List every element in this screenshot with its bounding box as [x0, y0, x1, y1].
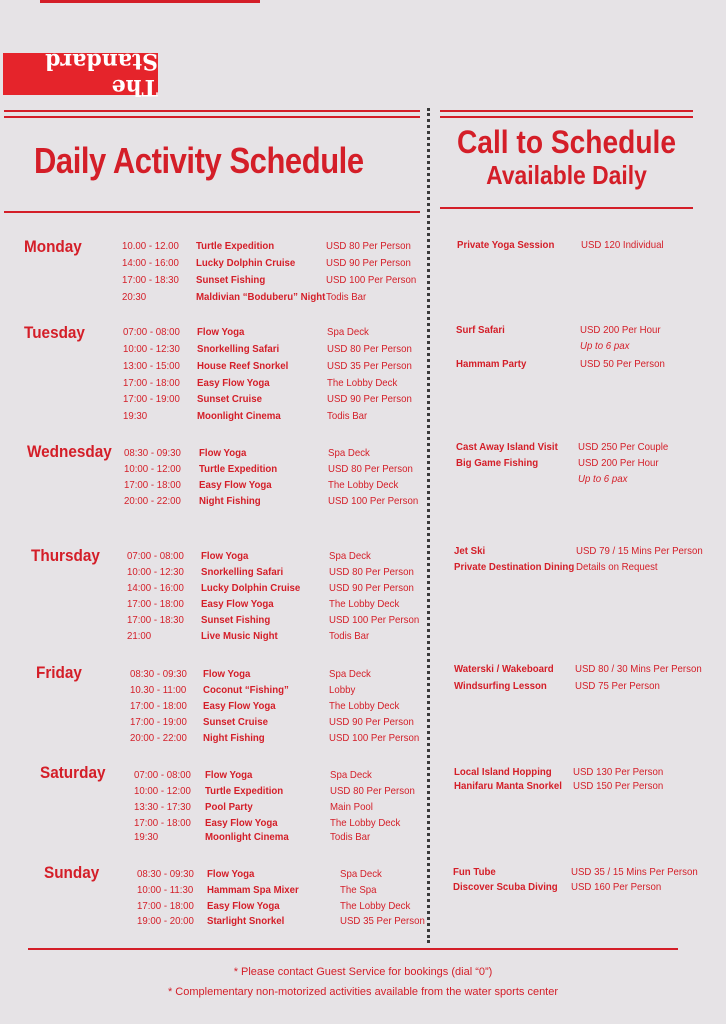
activity-name: Flow Yoga: [201, 550, 249, 562]
activity-info: Todis Bar: [330, 831, 371, 843]
activity-name: Moonlight Cinema: [205, 831, 289, 843]
activity-time: 10.00 - 12.00: [122, 240, 179, 252]
column-divider: [427, 108, 430, 943]
activity-name: Flow Yoga: [197, 326, 245, 338]
on-call-activity-note: Up to 6 pax: [580, 340, 630, 352]
on-call-activity-name: Hanifaru Manta Snorkel: [454, 780, 562, 792]
activity-time: 10.30 - 11:00: [130, 684, 187, 696]
on-call-activity-price: USD 79 / 15 Mins Per Person: [576, 545, 703, 557]
rule-header-right: [440, 207, 693, 209]
on-call-activity-name: Local Island Hopping: [454, 766, 552, 778]
activity-time: 17:00 - 19:00: [130, 716, 187, 728]
activity-name: Easy Flow Yoga: [199, 479, 272, 491]
activity-name: Easy Flow Yoga: [207, 900, 280, 912]
activity-name: Snorkelling Safari: [201, 566, 284, 578]
activity-info: USD 90 Per Person: [329, 716, 414, 728]
on-call-activity-name: Jet Ski: [454, 545, 486, 557]
on-call-activity-name: Waterski / Wakeboard: [454, 663, 554, 675]
day-heading: Tuesday: [24, 323, 85, 342]
on-call-activity-name: Hammam Party: [456, 358, 527, 370]
on-call-activity-price: USD 120 Individual: [581, 239, 664, 251]
on-call-activity-name: Surf Safari: [456, 324, 505, 336]
activity-name: Coconut “Fishing”: [203, 684, 289, 696]
on-call-activity-price: Details on Request: [576, 561, 658, 573]
rule-bottom: [28, 948, 678, 950]
activity-time: 21:00: [127, 630, 152, 642]
activity-info: USD 80 Per Person: [329, 566, 414, 578]
footer-complimentary-note: * Complementary non-motorized activities available from the water sports center: [167, 986, 559, 998]
activity-info: The Lobby Deck: [327, 377, 398, 389]
day-heading: Thursday: [31, 546, 100, 565]
activity-time: 10:00 - 12:30: [123, 343, 180, 355]
on-call-activity-name: Cast Away Island Visit: [456, 441, 558, 453]
activity-name: Turtle Expedition: [196, 240, 275, 252]
on-call-activity-price: USD 250 Per Couple: [578, 441, 669, 453]
day-heading: Wednesday: [27, 442, 112, 461]
activity-name: Night Fishing: [203, 732, 265, 744]
activity-info: USD 100 Per Person: [328, 495, 419, 507]
activity-name: Easy Flow Yoga: [201, 598, 274, 610]
day-heading: Sunday: [44, 863, 100, 882]
activity-name: Easy Flow Yoga: [197, 377, 270, 389]
activity-info: The Lobby Deck: [329, 598, 400, 610]
activity-name: Live Music Night: [201, 630, 278, 642]
activity-time: 17:00 - 18:00: [130, 700, 187, 712]
activity-time: 20:30: [122, 291, 147, 303]
activity-time: 19:30: [123, 410, 148, 422]
activity-time: 08:30 - 09:30: [137, 868, 194, 880]
activity-name: Moonlight Cinema: [197, 410, 281, 422]
activity-name: Maldivian “Boduberu” Night: [196, 291, 326, 303]
activity-info: Todis Bar: [329, 630, 370, 642]
activity-name: Easy Flow Yoga: [203, 700, 276, 712]
on-call-activity-price: USD 75 Per Person: [575, 680, 660, 692]
activity-time: 10:00 - 12:00: [134, 785, 191, 797]
activity-time: 20:00 - 22:00: [124, 495, 181, 507]
activity-info: USD 100 Per Person: [326, 274, 417, 286]
activity-time: 13:30 - 17:30: [134, 801, 191, 813]
footer-booking-note: * Please contact Guest Service for bookings (dial “0”): [233, 966, 493, 978]
activity-name: Flow Yoga: [205, 769, 253, 781]
activity-time: 08:30 - 09:30: [130, 668, 187, 680]
brand-logo: [3, 48, 158, 100]
activity-name: Snorkelling Safari: [197, 343, 280, 355]
activity-info: Spa Deck: [327, 326, 369, 338]
page-title: Daily Activity Schedule: [34, 140, 364, 181]
on-call-activity-name: Fun Tube: [453, 866, 496, 878]
activity-name: Flow Yoga: [199, 447, 247, 459]
on-call-activity-name: Private Yoga Session: [457, 239, 555, 251]
activity-info: Spa Deck: [329, 550, 371, 562]
activity-name: Turtle Expedition: [205, 785, 284, 797]
activity-time: 17:00 - 19:00: [123, 393, 180, 405]
activity-info: USD 80 Per Person: [327, 343, 412, 355]
activity-name: Lucky Dolphin Cruise: [201, 582, 301, 594]
activity-time: 07:00 - 08:00: [123, 326, 180, 338]
activity-info: USD 80 Per Person: [328, 463, 413, 475]
activity-time: 07:00 - 08:00: [127, 550, 184, 562]
rule-header-left: [4, 211, 420, 213]
on-call-activity-price: USD 150 Per Person: [573, 780, 664, 792]
rule-top-left-2: [4, 116, 420, 118]
activity-info: The Lobby Deck: [340, 900, 411, 912]
call-to-schedule-title: Call to Schedule: [456, 124, 677, 160]
activity-info: USD 90 Per Person: [327, 393, 412, 405]
activity-name: Flow Yoga: [203, 668, 251, 680]
activity-time: 19:00 - 20:00: [137, 915, 194, 927]
top-rule: [40, 0, 260, 3]
activity-info: Main Pool: [330, 801, 373, 813]
activity-info: USD 35 Per Person: [327, 360, 412, 372]
activity-time: 17:00 - 18:00: [124, 479, 181, 491]
day-heading: Monday: [24, 237, 82, 256]
activity-name: House Reef Snorkel: [197, 360, 289, 372]
activity-time: 13:00 - 15:00: [123, 360, 180, 372]
on-call-activity-price: USD 50 Per Person: [580, 358, 665, 370]
available-daily-subtitle: Available Daily: [486, 159, 647, 190]
activity-time: 14:00 - 16:00: [127, 582, 184, 594]
activity-time: 20:00 - 22:00: [130, 732, 187, 744]
activity-info: USD 80 Per Person: [326, 240, 411, 252]
on-call-activity-name: Windsurfing Lesson: [454, 680, 547, 692]
activity-info: Spa Deck: [329, 668, 371, 680]
on-call-activity-name: Private Destination Dining: [454, 561, 575, 573]
activity-time: 08:30 - 09:30: [124, 447, 181, 459]
activity-info: Todis Bar: [326, 291, 367, 303]
on-call-activity-name: Discover Scuba Diving: [453, 881, 558, 893]
on-call-activity-note: Up to 6 pax: [578, 473, 628, 485]
activity-info: Spa Deck: [328, 447, 370, 459]
day-heading: Friday: [36, 663, 82, 682]
activity-time: 19:30: [134, 831, 159, 843]
activity-info: USD 35 Per Person: [340, 915, 425, 927]
activity-time: 17:00 - 18:00: [127, 598, 184, 610]
activity-name: Night Fishing: [199, 495, 261, 507]
activity-info: Lobby: [329, 684, 356, 696]
on-call-activity-price: USD 80 / 30 Mins Per Person: [575, 663, 702, 675]
activity-name: Sunset Cruise: [197, 393, 262, 405]
brand-logo-text: The Standard: [45, 48, 158, 100]
activity-info: Spa Deck: [340, 868, 382, 880]
on-call-activity-price: USD 200 Per Hour: [578, 457, 659, 469]
activity-info: USD 100 Per Person: [329, 614, 420, 626]
activity-name: Starlight Snorkel: [207, 915, 285, 927]
activity-name: Lucky Dolphin Cruise: [196, 257, 296, 269]
on-call-activity-price: USD 130 Per Person: [573, 766, 664, 778]
activity-info: Todis Bar: [327, 410, 368, 422]
rule-top-right-2: [440, 116, 693, 118]
activity-time: 17:00 - 18:30: [127, 614, 184, 626]
activity-info: USD 80 Per Person: [330, 785, 415, 797]
rule-top-right-1: [440, 110, 693, 112]
activity-time: 10:00 - 12:30: [127, 566, 184, 578]
activity-time: 07:00 - 08:00: [134, 769, 191, 781]
activity-info: The Spa: [340, 884, 377, 896]
activity-info: USD 100 Per Person: [329, 732, 420, 744]
activity-name: Hammam Spa Mixer: [207, 884, 299, 896]
on-call-activity-price: USD 200 Per Hour: [580, 324, 661, 336]
day-heading: Saturday: [40, 763, 106, 782]
activity-info: The Lobby Deck: [330, 817, 401, 829]
activity-info: The Lobby Deck: [329, 700, 400, 712]
call-to-schedule-heading: [440, 124, 693, 191]
activity-info: USD 90 Per Person: [326, 257, 411, 269]
activity-time: 17:00 - 18:30: [122, 274, 179, 286]
rule-top-left-1: [4, 110, 420, 112]
activity-name: Pool Party: [205, 801, 253, 813]
on-call-activity-name: Big Game Fishing: [456, 457, 539, 469]
activity-name: Flow Yoga: [207, 868, 255, 880]
on-call-activity-price: USD 160 Per Person: [571, 881, 662, 893]
activity-time: 10:00 - 11:30: [137, 884, 194, 896]
activity-name: Sunset Cruise: [203, 716, 268, 728]
on-call-activity-price: USD 35 / 15 Mins Per Person: [571, 866, 698, 878]
activity-name: Sunset Fishing: [196, 274, 266, 286]
activity-name: Turtle Expedition: [199, 463, 278, 475]
activity-time: 14:00 - 16:00: [122, 257, 179, 269]
activity-time: 17:00 - 18:00: [137, 900, 194, 912]
activity-time: 17:00 - 18:00: [134, 817, 191, 829]
activity-time: 17:00 - 18:00: [123, 377, 180, 389]
activity-info: The Lobby Deck: [328, 479, 399, 491]
activity-name: Sunset Fishing: [201, 614, 271, 626]
activity-info: USD 90 Per Person: [329, 582, 414, 594]
activity-info: Spa Deck: [330, 769, 372, 781]
activity-time: 10:00 - 12:00: [124, 463, 181, 475]
activity-name: Easy Flow Yoga: [205, 817, 278, 829]
